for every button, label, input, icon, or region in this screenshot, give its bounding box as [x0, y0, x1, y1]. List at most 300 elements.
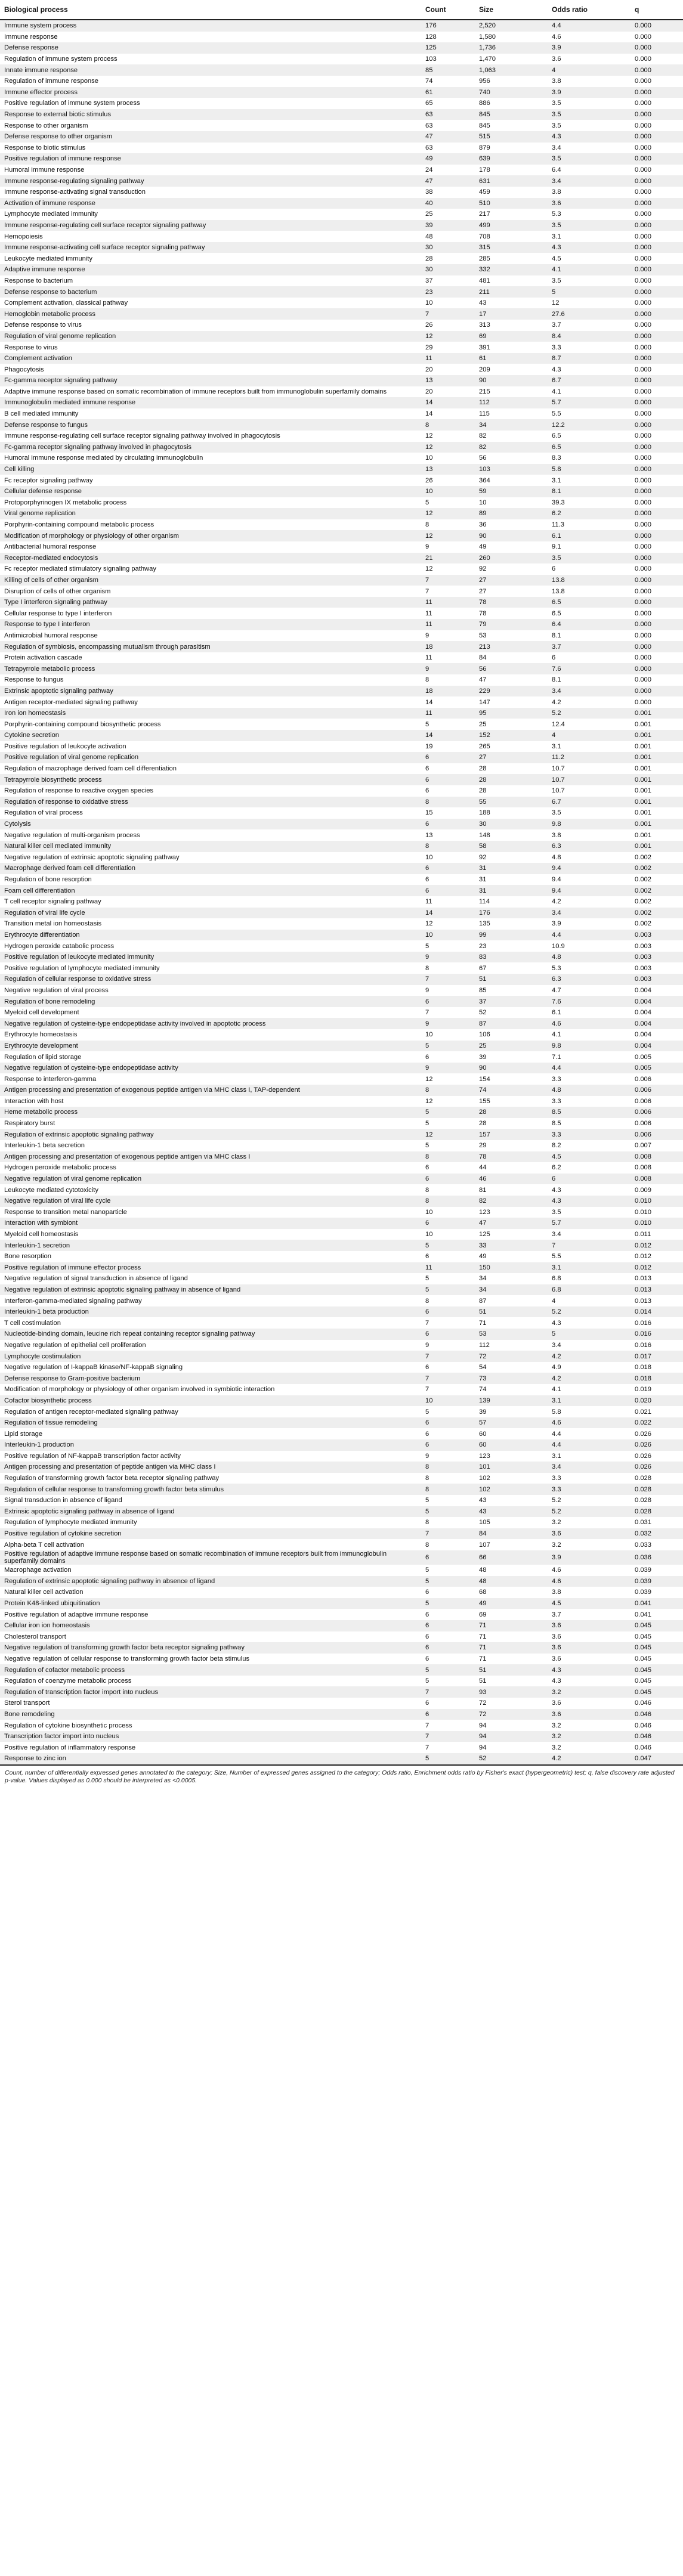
- cell-odds-ratio: 9.8: [548, 819, 631, 830]
- cell-q: 0.046: [631, 1720, 683, 1731]
- cell-odds-ratio: 6.7: [548, 375, 631, 386]
- cell-biological-process: Response to type I interferon: [0, 619, 421, 630]
- cell-biological-process: Positive regulation of leukocyte activation: [0, 741, 421, 753]
- cell-count: 28: [421, 253, 475, 264]
- cell-count: 5: [421, 1664, 475, 1676]
- cell-biological-process: Positive regulation of adaptive immune response: [0, 1609, 421, 1620]
- table-row: [0, 1517, 683, 1528]
- cell-odds-ratio: 9.1: [548, 541, 631, 553]
- table-row: [0, 331, 683, 342]
- cell-q: 0.041: [631, 1598, 683, 1609]
- cell-size: 27: [475, 586, 548, 597]
- table-row: [0, 1484, 683, 1495]
- cell-odds-ratio: 3.9: [548, 1550, 631, 1565]
- cell-biological-process: Viral genome replication: [0, 508, 421, 519]
- cell-biological-process: Adaptive immune response based on somatic recombination of immune receptors built from immunoglobulin superfamily domains: [0, 386, 421, 398]
- cell-q: 0.000: [631, 364, 683, 375]
- table-row: [0, 320, 683, 331]
- cell-odds-ratio: 3.6: [548, 198, 631, 209]
- cell-size: 105: [475, 1517, 548, 1528]
- cell-biological-process: Regulation of symbiosis, encompassing mutualism through parasitism: [0, 641, 421, 652]
- cell-q: 0.006: [631, 1118, 683, 1129]
- cell-count: 26: [421, 475, 475, 486]
- cell-count: 8: [421, 1484, 475, 1495]
- cell-size: 123: [475, 1451, 548, 1462]
- table-row: [0, 1654, 683, 1665]
- cell-biological-process: Negative regulation of multi-organism process: [0, 829, 421, 841]
- cell-count: 12: [421, 1096, 475, 1107]
- cell-size: 102: [475, 1473, 548, 1484]
- cell-count: 6: [421, 996, 475, 1007]
- cell-odds-ratio: 6.2: [548, 1162, 631, 1174]
- cell-size: 178: [475, 165, 548, 176]
- cell-biological-process: Regulation of response to oxidative stress: [0, 797, 421, 808]
- cell-count: 6: [421, 885, 475, 896]
- cell-odds-ratio: 8.5: [548, 1118, 631, 1129]
- cell-q: 0.000: [631, 109, 683, 120]
- cell-biological-process: Receptor-mediated endocytosis: [0, 553, 421, 564]
- cell-size: 515: [475, 131, 548, 143]
- cell-odds-ratio: 5.7: [548, 397, 631, 408]
- cell-biological-process: Interleukin-1 secretion: [0, 1240, 421, 1251]
- cell-q: 0.000: [631, 630, 683, 642]
- cell-q: 0.045: [631, 1664, 683, 1676]
- table-row: [0, 974, 683, 985]
- cell-size: 73: [475, 1373, 548, 1384]
- table-row: [0, 87, 683, 98]
- cell-count: 12: [421, 508, 475, 519]
- table-row: [0, 1620, 683, 1631]
- table-row: [0, 1753, 683, 1765]
- cell-count: 6: [421, 774, 475, 785]
- table-row: [0, 1428, 683, 1439]
- cell-odds-ratio: 13.8: [548, 586, 631, 597]
- cell-size: 90: [475, 1063, 548, 1074]
- cell-odds-ratio: 4: [548, 64, 631, 76]
- cell-count: 6: [421, 1587, 475, 1598]
- cell-biological-process: Interleukin-1 beta secretion: [0, 1140, 421, 1151]
- cell-q: 0.000: [631, 264, 683, 275]
- cell-size: 43: [475, 1495, 548, 1506]
- cell-count: 11: [421, 896, 475, 908]
- cell-size: 27: [475, 575, 548, 586]
- cell-biological-process: B cell mediated immunity: [0, 408, 421, 420]
- cell-count: 6: [421, 874, 475, 886]
- cell-q: 0.022: [631, 1417, 683, 1429]
- table-row: [0, 774, 683, 785]
- cell-size: 78: [475, 597, 548, 608]
- cell-biological-process: Iron ion homeostasis: [0, 708, 421, 719]
- table-row: [0, 985, 683, 996]
- cell-odds-ratio: 4.2: [548, 896, 631, 908]
- table-row: [0, 1609, 683, 1620]
- table-row: [0, 1073, 683, 1085]
- table-row: [0, 1731, 683, 1742]
- table-row: [0, 1576, 683, 1587]
- cell-q: 0.033: [631, 1539, 683, 1550]
- cell-biological-process: Heme metabolic process: [0, 1107, 421, 1118]
- cell-odds-ratio: 3.4: [548, 908, 631, 919]
- cell-size: 52: [475, 1753, 548, 1765]
- cell-count: 128: [421, 32, 475, 43]
- header-q: q: [631, 0, 683, 20]
- cell-q: 0.000: [631, 175, 683, 187]
- table-row: [0, 165, 683, 176]
- cell-biological-process: Negative regulation of viral process: [0, 985, 421, 996]
- cell-count: 5: [421, 1565, 475, 1576]
- cell-size: 147: [475, 696, 548, 708]
- cell-biological-process: Negative regulation of epithelial cell proliferation: [0, 1340, 421, 1351]
- table-row: [0, 1196, 683, 1207]
- cell-q: 0.000: [631, 220, 683, 231]
- cell-count: 9: [421, 541, 475, 553]
- cell-biological-process: Regulation of lymphocyte mediated immunity: [0, 1517, 421, 1528]
- table-row: [0, 686, 683, 697]
- cell-size: 66: [475, 1550, 548, 1565]
- cell-count: 103: [421, 54, 475, 65]
- cell-biological-process: Alpha-beta T cell activation: [0, 1539, 421, 1550]
- cell-count: 21: [421, 553, 475, 564]
- cell-size: 54: [475, 1362, 548, 1373]
- cell-q: 0.000: [631, 608, 683, 619]
- table-row: [0, 375, 683, 386]
- table-row: [0, 264, 683, 275]
- cell-odds-ratio: 6.8: [548, 1284, 631, 1296]
- cell-biological-process: Regulation of cellular response to oxidative stress: [0, 974, 421, 985]
- table-row: [0, 353, 683, 364]
- cell-odds-ratio: 5.2: [548, 1306, 631, 1318]
- cell-count: 12: [421, 331, 475, 342]
- cell-biological-process: Interleukin-1 production: [0, 1439, 421, 1451]
- cell-size: 69: [475, 1609, 548, 1620]
- table-row: [0, 1720, 683, 1731]
- cell-size: 139: [475, 1395, 548, 1407]
- cell-odds-ratio: 4.5: [548, 1598, 631, 1609]
- cell-biological-process: Porphyrin-containing compound metabolic process: [0, 519, 421, 531]
- cell-count: 20: [421, 364, 475, 375]
- cell-count: 11: [421, 708, 475, 719]
- cell-odds-ratio: 6.5: [548, 431, 631, 442]
- cell-count: 8: [421, 1295, 475, 1306]
- cell-biological-process: Immune response-regulating cell surface receptor signaling pathway involved in phagocytosis: [0, 431, 421, 442]
- cell-biological-process: Myeloid cell development: [0, 1007, 421, 1018]
- cell-odds-ratio: 12: [548, 298, 631, 309]
- cell-odds-ratio: 7: [548, 1240, 631, 1251]
- cell-biological-process: Regulation of coenzyme metabolic process: [0, 1676, 421, 1687]
- table-row: [0, 530, 683, 541]
- cell-q: 0.000: [631, 76, 683, 87]
- cell-odds-ratio: 8.7: [548, 353, 631, 364]
- cell-count: 9: [421, 952, 475, 963]
- table-row: [0, 1018, 683, 1029]
- table-row: [0, 1317, 683, 1329]
- table-row: [0, 42, 683, 54]
- cell-count: 63: [421, 120, 475, 131]
- cell-q: 0.000: [631, 320, 683, 331]
- cell-count: 5: [421, 497, 475, 509]
- cell-odds-ratio: 3.4: [548, 1340, 631, 1351]
- cell-odds-ratio: 3.4: [548, 1229, 631, 1240]
- cell-q: 0.026: [631, 1439, 683, 1451]
- table-row: [0, 1218, 683, 1229]
- cell-biological-process: Innate immune response: [0, 64, 421, 76]
- cell-count: 6: [421, 785, 475, 797]
- cell-size: 39: [475, 1406, 548, 1417]
- cell-q: 0.001: [631, 763, 683, 775]
- cell-size: 285: [475, 253, 548, 264]
- cell-count: 7: [421, 1351, 475, 1362]
- table-row: [0, 1742, 683, 1753]
- cell-biological-process: Response to transition metal nanoparticle: [0, 1207, 421, 1218]
- cell-count: 5: [421, 1495, 475, 1506]
- cell-biological-process: Positive regulation of immune effector process: [0, 1262, 421, 1274]
- table-row: [0, 1565, 683, 1576]
- cell-q: 0.028: [631, 1495, 683, 1506]
- cell-q: 0.000: [631, 431, 683, 442]
- cell-odds-ratio: 10.7: [548, 763, 631, 775]
- table-row: [0, 1184, 683, 1196]
- cell-size: 148: [475, 829, 548, 841]
- table-row: [0, 652, 683, 664]
- cell-odds-ratio: 9.4: [548, 863, 631, 874]
- cell-count: 10: [421, 486, 475, 497]
- cell-odds-ratio: 4.7: [548, 985, 631, 996]
- cell-size: 28: [475, 1118, 548, 1129]
- cell-odds-ratio: 3.2: [548, 1517, 631, 1528]
- cell-q: 0.000: [631, 375, 683, 386]
- cell-odds-ratio: 6.4: [548, 165, 631, 176]
- cell-size: 59: [475, 486, 548, 497]
- cell-size: 176: [475, 908, 548, 919]
- cell-odds-ratio: 5.8: [548, 464, 631, 475]
- table-row: [0, 1598, 683, 1609]
- cell-q: 0.004: [631, 1018, 683, 1029]
- cell-q: 0.003: [631, 940, 683, 952]
- table-row: [0, 1140, 683, 1151]
- cell-odds-ratio: 3.4: [548, 175, 631, 187]
- cell-odds-ratio: 3.5: [548, 120, 631, 131]
- cell-biological-process: Transition metal ion homeostasis: [0, 918, 421, 930]
- table-row: [0, 1295, 683, 1306]
- cell-size: 87: [475, 1295, 548, 1306]
- cell-biological-process: Bone remodeling: [0, 1709, 421, 1720]
- cell-size: 845: [475, 109, 548, 120]
- table-row: [0, 962, 683, 974]
- table-row: [0, 1642, 683, 1654]
- cell-size: 115: [475, 408, 548, 420]
- table-row: [0, 342, 683, 353]
- cell-size: 72: [475, 1698, 548, 1709]
- cell-size: 82: [475, 431, 548, 442]
- cell-size: 25: [475, 1041, 548, 1052]
- cell-biological-process: Porphyrin-containing compound biosynthetic process: [0, 719, 421, 730]
- cell-size: 499: [475, 220, 548, 231]
- cell-size: 39: [475, 1051, 548, 1063]
- cell-q: 0.000: [631, 386, 683, 398]
- cell-count: 10: [421, 930, 475, 941]
- cell-count: 6: [421, 1306, 475, 1318]
- cell-odds-ratio: 4.3: [548, 131, 631, 143]
- cell-count: 7: [421, 1742, 475, 1753]
- cell-q: 0.012: [631, 1240, 683, 1251]
- cell-q: 0.031: [631, 1517, 683, 1528]
- cell-odds-ratio: 6: [548, 1174, 631, 1185]
- cell-odds-ratio: 4.4: [548, 20, 631, 32]
- cell-size: 102: [475, 1484, 548, 1495]
- cell-q: 0.011: [631, 1229, 683, 1240]
- table-row: [0, 553, 683, 564]
- cell-biological-process: T cell costimulation: [0, 1317, 421, 1329]
- cell-biological-process: Immune effector process: [0, 87, 421, 98]
- cell-biological-process: Response to external biotic stimulus: [0, 109, 421, 120]
- cell-biological-process: Hemoglobin metabolic process: [0, 308, 421, 320]
- cell-odds-ratio: 3.8: [548, 1587, 631, 1598]
- cell-size: 101: [475, 1462, 548, 1473]
- cell-count: 7: [421, 1007, 475, 1018]
- cell-biological-process: Leukocyte mediated cytotoxicity: [0, 1184, 421, 1196]
- cell-odds-ratio: 3.3: [548, 342, 631, 353]
- cell-size: 60: [475, 1428, 548, 1439]
- cell-biological-process: Protoporphyrinogen IX metabolic process: [0, 497, 421, 509]
- cell-size: 211: [475, 286, 548, 298]
- cell-size: 114: [475, 896, 548, 908]
- cell-count: 10: [421, 298, 475, 309]
- cell-q: 0.000: [631, 397, 683, 408]
- cell-size: 123: [475, 1207, 548, 1218]
- cell-size: 56: [475, 663, 548, 674]
- table-row: [0, 1395, 683, 1407]
- table-row: [0, 1406, 683, 1417]
- cell-count: 7: [421, 1686, 475, 1698]
- cell-count: 6: [421, 1631, 475, 1643]
- table-row: [0, 1240, 683, 1251]
- table-row: [0, 397, 683, 408]
- cell-biological-process: Interferon-gamma-mediated signaling pathway: [0, 1295, 421, 1306]
- cell-odds-ratio: 4.3: [548, 1317, 631, 1329]
- cell-count: 6: [421, 1051, 475, 1063]
- cell-biological-process: Complement activation, classical pathway: [0, 298, 421, 309]
- cell-q: 0.006: [631, 1096, 683, 1107]
- cell-odds-ratio: 3.5: [548, 275, 631, 287]
- cell-odds-ratio: 4: [548, 730, 631, 741]
- cell-size: 28: [475, 1107, 548, 1118]
- cell-biological-process: Negative regulation of I-kappaB kinase/NF-kappaB signaling: [0, 1362, 421, 1373]
- cell-biological-process: Defense response to Gram-positive bacterium: [0, 1373, 421, 1384]
- cell-q: 0.000: [631, 652, 683, 664]
- cell-biological-process: Response to other organism: [0, 120, 421, 131]
- cell-biological-process: Regulation of bone remodeling: [0, 996, 421, 1007]
- cell-count: 26: [421, 320, 475, 331]
- cell-size: 53: [475, 1329, 548, 1340]
- cell-biological-process: Regulation of response to reactive oxygen species: [0, 785, 421, 797]
- cell-biological-process: Modification of morphology or physiology of other organism: [0, 530, 421, 541]
- cell-size: 135: [475, 918, 548, 930]
- cell-size: 71: [475, 1642, 548, 1654]
- cell-count: 29: [421, 342, 475, 353]
- cell-count: 6: [421, 1620, 475, 1631]
- cell-count: 6: [421, 863, 475, 874]
- table-row: [0, 131, 683, 143]
- cell-odds-ratio: 11.2: [548, 752, 631, 763]
- cell-biological-process: Positive regulation of immune system process: [0, 98, 421, 109]
- header-size: Size: [475, 0, 548, 20]
- cell-q: 0.000: [631, 231, 683, 242]
- cell-odds-ratio: 5.8: [548, 1406, 631, 1417]
- cell-q: 0.020: [631, 1395, 683, 1407]
- cell-odds-ratio: 4.4: [548, 1063, 631, 1074]
- cell-count: 8: [421, 519, 475, 531]
- cell-size: 72: [475, 1351, 548, 1362]
- cell-odds-ratio: 4.6: [548, 1576, 631, 1587]
- cell-odds-ratio: 12.4: [548, 719, 631, 730]
- cell-q: 0.046: [631, 1731, 683, 1742]
- cell-size: 78: [475, 608, 548, 619]
- cell-biological-process: Cellular defense response: [0, 486, 421, 497]
- table-row: [0, 1506, 683, 1518]
- cell-size: 61: [475, 353, 548, 364]
- cell-biological-process: Negative regulation of cysteine-type endopeptidase activity: [0, 1063, 421, 1074]
- cell-odds-ratio: 8.4: [548, 331, 631, 342]
- table-row: [0, 630, 683, 642]
- cell-count: 11: [421, 608, 475, 619]
- cell-count: 30: [421, 264, 475, 275]
- cell-count: 9: [421, 630, 475, 642]
- cell-count: 24: [421, 165, 475, 176]
- cell-q: 0.018: [631, 1373, 683, 1384]
- table-row: [0, 930, 683, 941]
- cell-biological-process: Lymphocyte mediated immunity: [0, 209, 421, 220]
- cell-q: 0.001: [631, 829, 683, 841]
- cell-q: 0.000: [631, 696, 683, 708]
- cell-odds-ratio: 3.5: [548, 220, 631, 231]
- cell-size: 94: [475, 1742, 548, 1753]
- cell-q: 0.000: [631, 20, 683, 32]
- table-row: [0, 597, 683, 608]
- cell-biological-process: Negative regulation of transforming growth factor beta receptor signaling pathway: [0, 1642, 421, 1654]
- cell-odds-ratio: 6.5: [548, 442, 631, 453]
- cell-q: 0.045: [631, 1642, 683, 1654]
- cell-biological-process: Humoral immune response mediated by circulating immunoglobulin: [0, 453, 421, 464]
- table-row: [0, 1686, 683, 1698]
- cell-biological-process: Erythrocyte differentiation: [0, 930, 421, 941]
- cell-q: 0.000: [631, 209, 683, 220]
- cell-count: 25: [421, 209, 475, 220]
- cell-q: 0.026: [631, 1462, 683, 1473]
- cell-biological-process: Regulation of bone resorption: [0, 874, 421, 886]
- table-row: [0, 1107, 683, 1118]
- cell-size: 83: [475, 952, 548, 963]
- cell-biological-process: Antibacterial humoral response: [0, 541, 421, 553]
- cell-count: 14: [421, 730, 475, 741]
- table-row: [0, 486, 683, 497]
- cell-count: 5: [421, 1676, 475, 1687]
- cell-count: 12: [421, 442, 475, 453]
- cell-odds-ratio: 4.1: [548, 386, 631, 398]
- cell-count: 8: [421, 1539, 475, 1550]
- cell-size: 708: [475, 231, 548, 242]
- cell-size: 44: [475, 1162, 548, 1174]
- cell-size: 152: [475, 730, 548, 741]
- cell-biological-process: Adaptive immune response: [0, 264, 421, 275]
- table-row: [0, 54, 683, 65]
- cell-biological-process: Transcription factor import into nucleus: [0, 1731, 421, 1742]
- cell-size: 71: [475, 1317, 548, 1329]
- cell-size: 157: [475, 1129, 548, 1140]
- cell-q: 0.018: [631, 1362, 683, 1373]
- cell-odds-ratio: 4.8: [548, 852, 631, 863]
- cell-count: 6: [421, 1417, 475, 1429]
- cell-odds-ratio: 4.6: [548, 1565, 631, 1576]
